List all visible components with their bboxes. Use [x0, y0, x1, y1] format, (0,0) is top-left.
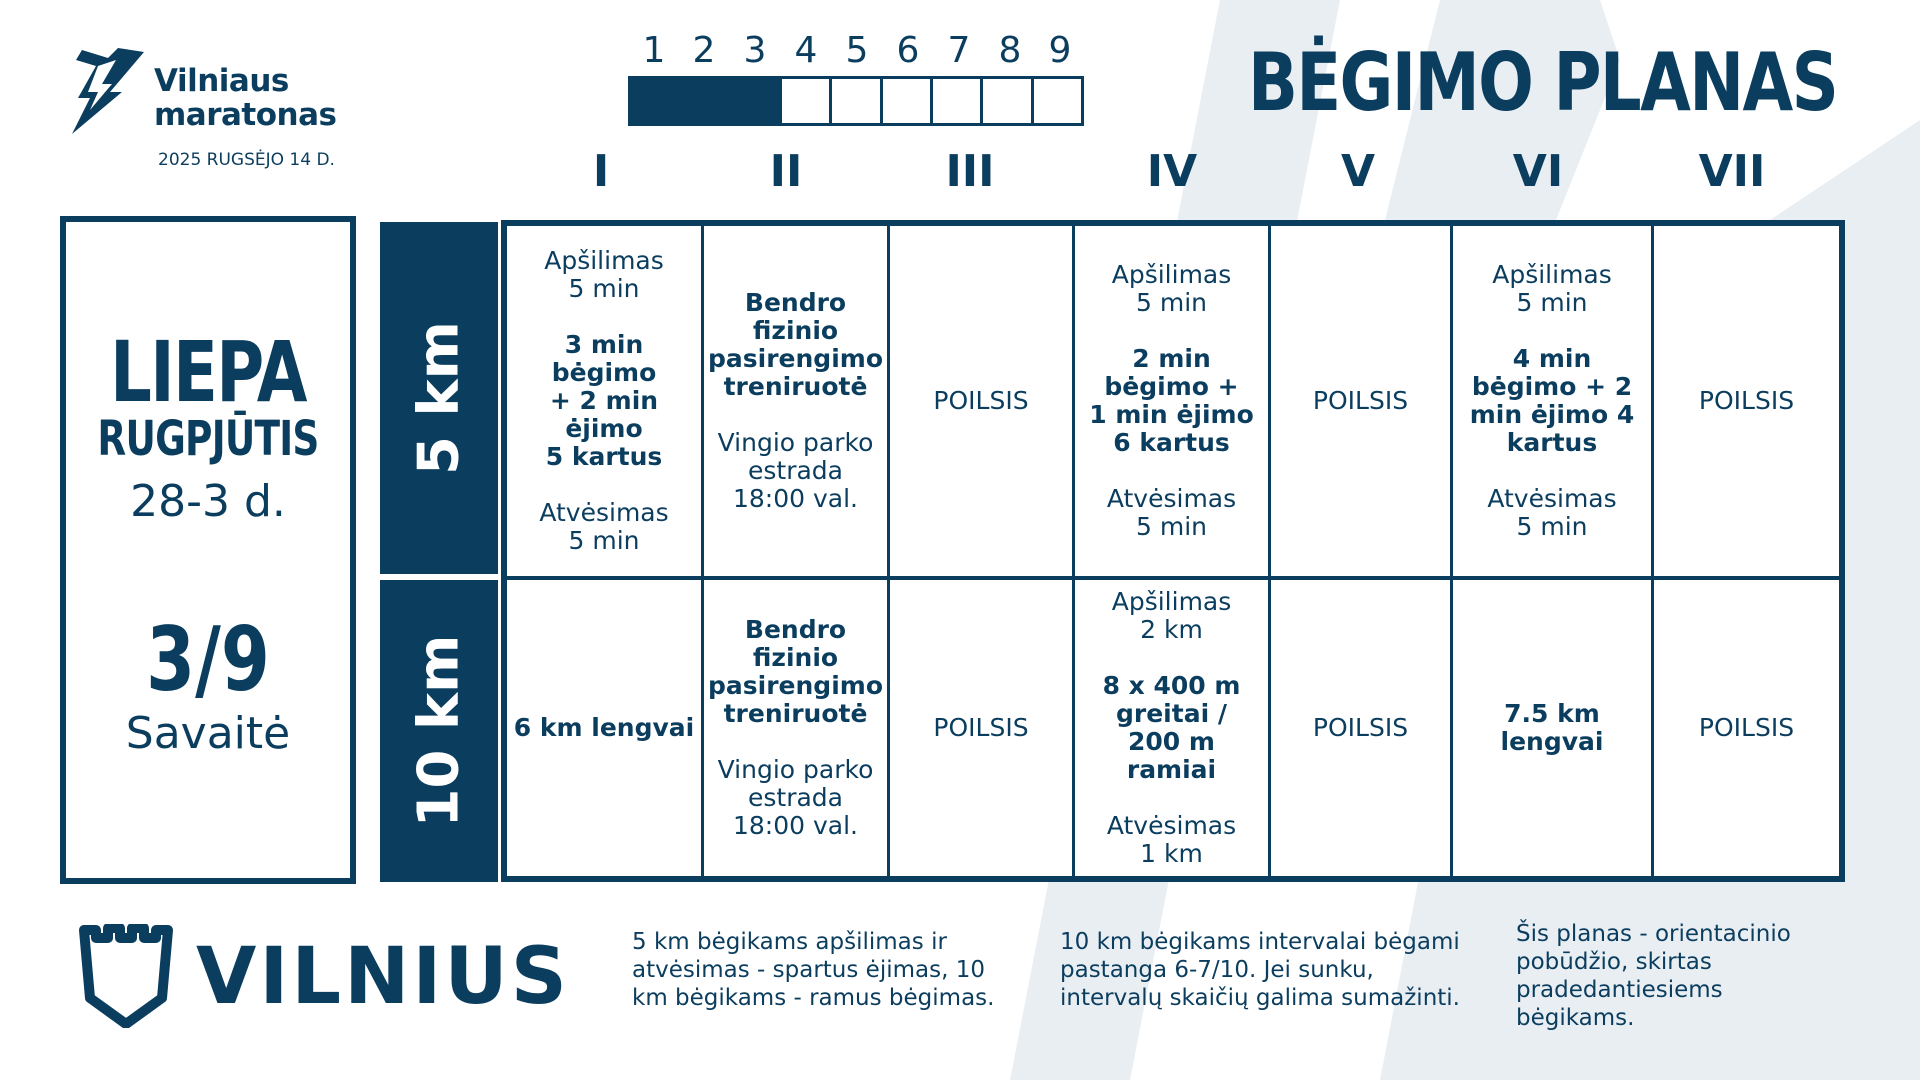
rest-label: POILSIS	[933, 386, 1029, 415]
distance-label-text: 5 km	[406, 320, 472, 476]
workout-line: 6 kartus	[1113, 428, 1230, 457]
warmup-value: 5 min	[568, 274, 640, 303]
cell-10km-day2	[704, 580, 887, 876]
progress-box-empty	[832, 79, 882, 123]
day-header-6: VI	[1512, 146, 1564, 197]
footnote-line: atvėsimas - spartus ėjimas, 10	[632, 957, 985, 983]
cooldown-label: Atvėsimas	[1487, 484, 1617, 513]
progress-bar	[628, 76, 1084, 126]
rest-label: POILSIS	[1312, 713, 1409, 742]
rest-label: POILSIS	[933, 713, 1029, 742]
rest-label: POILSIS	[1698, 386, 1795, 415]
progress-box-completed	[631, 79, 681, 123]
day-header-2: II	[769, 146, 803, 197]
footnote-line: 10 km bėgikams intervalai bėgami	[1060, 929, 1460, 955]
cooldown-label: Atvėsimas	[1106, 811, 1237, 840]
warmup-label: Apšilimas	[1492, 260, 1612, 289]
progress-box-empty	[1034, 79, 1081, 123]
workout-line: 2 min	[1132, 344, 1211, 373]
rest-label: POILSIS	[1698, 713, 1795, 742]
workout-line: Bendro	[744, 288, 847, 317]
marathon-date: 2025 RUGSĖJO 14 D.	[158, 150, 335, 170]
workout-line: bėgimo	[551, 358, 657, 387]
workout-line: 7.5 km	[1504, 699, 1600, 728]
workout-line: 4 min	[1512, 344, 1592, 373]
cell-5km-day3	[890, 226, 1072, 576]
day-header-1: I	[592, 146, 610, 197]
progress-box-empty	[782, 79, 832, 123]
warmup-value: 5 min	[1136, 288, 1207, 317]
cell-5km-day2	[704, 226, 887, 576]
workout-line: pasirengimo	[708, 671, 883, 700]
workout-line: 5 kartus	[545, 442, 663, 471]
progress-number: 4	[794, 30, 818, 71]
location-line: estrada	[748, 783, 843, 812]
day-header-3: III	[945, 146, 995, 197]
day-header-5: V	[1340, 146, 1376, 197]
cell-10km-day7	[1654, 580, 1839, 876]
progress-box-completed	[681, 79, 731, 123]
week-progress	[628, 30, 1084, 74]
rest-label: POILSIS	[1312, 386, 1409, 415]
workout-line: 200 m	[1128, 727, 1215, 756]
location-line: Vingio parko	[717, 428, 874, 457]
logo-name-line1: Vilniaus	[154, 63, 289, 99]
footnote-line: pastanga 6-7/10. Jei sunku,	[1060, 957, 1374, 983]
cooldown-value: 5 min	[568, 526, 640, 555]
city-name: VILNIUS	[196, 932, 570, 1022]
week-dates: 28-3 d.	[130, 476, 286, 527]
distance-label-10km	[380, 580, 498, 882]
progress-number: 5	[845, 30, 869, 71]
lightning-bolt-icon	[62, 48, 148, 136]
distance-label-text: 10 km	[406, 634, 472, 828]
workout-line: 1 min ėjimo	[1089, 400, 1254, 429]
month-name-2: RUGPJŪTIS	[97, 411, 319, 467]
cooldown-value: 5 min	[1136, 512, 1207, 541]
cell-10km-day5	[1271, 580, 1450, 876]
footnote-disclaimer	[1516, 920, 1816, 1032]
progress-number: 1	[642, 30, 666, 71]
cell-10km-day1	[507, 580, 701, 876]
month-name: LIEPA	[110, 323, 306, 421]
workout-line: bėgimo +	[1104, 372, 1239, 401]
workout-line: lengvai	[1500, 727, 1604, 756]
workout-line: 3 min	[564, 330, 644, 359]
footnote-warmup	[632, 928, 1032, 1012]
footnote-line: Šis planas - orientacinio	[1516, 921, 1791, 947]
workout-line: ramiai	[1126, 755, 1217, 784]
footnote-intervals	[1060, 928, 1480, 1012]
castle-tower-icon	[78, 924, 174, 1028]
workout-line: min ėjimo 4	[1469, 400, 1635, 429]
week-number: 3/9	[146, 608, 270, 711]
cell-5km-day7	[1654, 226, 1839, 576]
workout-line: kartus	[1506, 428, 1598, 457]
cooldown-value: 1 km	[1140, 839, 1203, 868]
progress-number: 2	[692, 30, 716, 71]
time-line: 18:00 val.	[733, 811, 858, 840]
workout-line: greitai /	[1116, 699, 1227, 728]
location-line: estrada	[748, 456, 843, 485]
progress-box-completed	[732, 79, 782, 123]
vilnius-marathon-logo[interactable]	[62, 48, 362, 178]
workout-line: + 2 min ėjimo	[549, 386, 659, 443]
cell-5km-day4	[1075, 226, 1268, 576]
workout-line: treniruotė	[723, 699, 868, 728]
week-info-box	[60, 216, 356, 884]
warmup-label: Apšilimas	[1111, 260, 1232, 289]
progress-box-empty	[983, 79, 1033, 123]
footnote-line: pobūdžio, skirtas	[1516, 949, 1712, 975]
location-line: Vingio parko	[717, 755, 874, 784]
footnote-line: bėgikams.	[1516, 1005, 1635, 1031]
workout-line: Bendro	[744, 615, 847, 644]
progress-box-empty	[933, 79, 983, 123]
day-header-7: VII	[1698, 146, 1766, 197]
workout-line: fizinio	[752, 643, 839, 672]
cooldown-label: Atvėsimas	[1106, 484, 1237, 513]
cell-10km-day3	[890, 580, 1072, 876]
footnote-line: 5 km bėgikams apšilimas ir	[632, 929, 947, 955]
week-label: Savaitė	[125, 708, 291, 759]
cell-10km-day4	[1075, 580, 1268, 876]
workout-line: treniruotė	[723, 372, 868, 401]
logo-name	[154, 64, 336, 132]
cell-5km-day6	[1453, 226, 1651, 576]
progress-number: 6	[896, 30, 920, 71]
workout-line: pasirengimo	[708, 344, 883, 373]
warmup-value: 5 min	[1516, 288, 1588, 317]
cooldown-value: 5 min	[1516, 512, 1588, 541]
cell-5km-day5	[1271, 226, 1450, 576]
cell-5km-day1	[507, 226, 701, 576]
progress-number: 3	[743, 30, 767, 71]
cell-10km-day6	[1453, 580, 1651, 876]
workout-line: bėgimo + 2	[1471, 372, 1633, 401]
workout-line: 6 km lengvai	[513, 713, 695, 742]
schedule-grid	[501, 220, 1845, 882]
footnote-line: intervalų skaičių galima sumažinti.	[1060, 985, 1460, 1011]
progress-number: 7	[947, 30, 971, 71]
progress-numbers	[628, 30, 1084, 74]
workout-line: 8 x 400 m	[1102, 671, 1241, 700]
workout-line: fizinio	[752, 316, 839, 345]
time-line: 18:00 val.	[733, 484, 858, 513]
progress-box-empty	[883, 79, 933, 123]
cooldown-label: Atvėsimas	[539, 498, 669, 527]
warmup-label: Apšilimas	[1111, 587, 1232, 616]
distance-label-5km	[380, 222, 498, 574]
logo-name-line2: maratonas	[154, 97, 337, 133]
progress-number: 8	[998, 30, 1022, 71]
day-header-4: IV	[1146, 146, 1198, 197]
footnote-line: km bėgikams - ramus bėgimas.	[632, 985, 995, 1011]
warmup-label: Apšilimas	[544, 246, 664, 275]
progress-number: 9	[1048, 30, 1072, 71]
page-title: BĖGIMO PLANAS	[1248, 36, 1838, 129]
footnote-line: pradedantiesiems	[1516, 977, 1723, 1003]
warmup-value: 2 km	[1140, 615, 1203, 644]
